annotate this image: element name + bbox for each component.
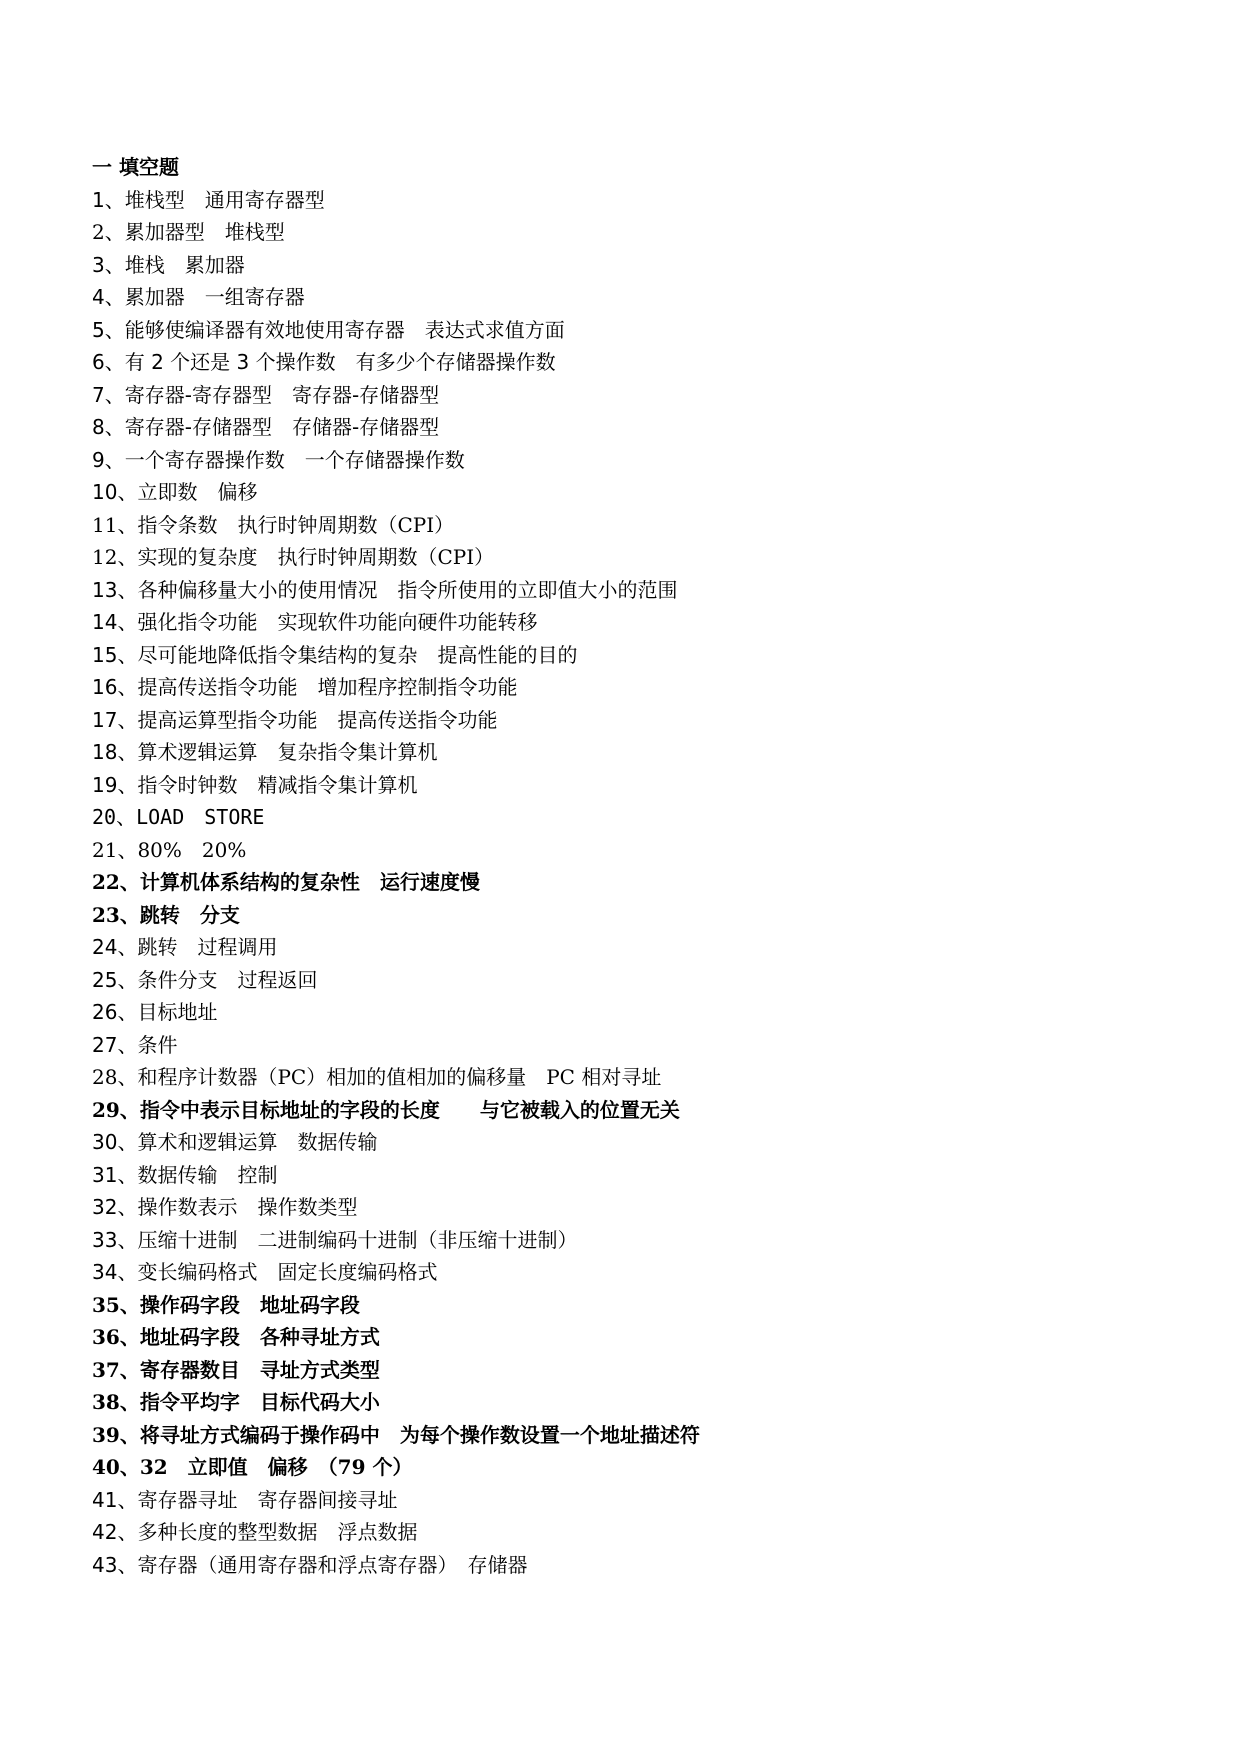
answer-line: 1、堆栈型 通用寄存器型	[92, 187, 325, 212]
answer-line: 41、寄存器寻址 寄存器间接寻址	[92, 1487, 398, 1512]
answer-line: 34、变长编码格式 固定长度编码格式	[92, 1260, 438, 1284]
section-title: 一 填空题	[92, 155, 179, 179]
answer-line: 38、指令平均字 目标代码大小	[92, 1390, 380, 1414]
answer-line: 25、条件分支 过程返回	[92, 967, 318, 992]
answer-line: 20、LOAD STORE	[92, 805, 265, 829]
answer-line: 31、数据传输 控制	[92, 1162, 278, 1187]
answer-line: 37、寄存器数目 寻址方式类型	[92, 1357, 380, 1382]
answer-line: 18、算术逻辑运算 复杂指令集计算机	[92, 740, 438, 764]
answer-line: 24、跳转 过程调用	[92, 935, 278, 959]
answer-line: 7、寄存器-寄存器型 寄存器-存储器型	[92, 382, 440, 407]
answer-line: 19、指令时钟数 精减指令集计算机	[92, 772, 418, 797]
answer-line: 15、尽可能地降低指令集结构的复杂 提高性能的目的	[92, 642, 578, 667]
answer-line: 35、操作码字段 地址码字段	[92, 1292, 360, 1317]
answer-line: 40、32 立即值 偏移 （79 个）	[92, 1455, 413, 1479]
answer-line: 32、操作数表示 操作数类型	[92, 1195, 358, 1219]
answer-line: 36、地址码字段 各种寻址方式	[92, 1325, 380, 1349]
answer-line: 11、指令条数 执行时钟周期数（CPI）	[92, 512, 455, 537]
answer-line: 29、指令中表示目标地址的字段的长度 与它被载入的位置无关	[92, 1097, 680, 1122]
answer-line: 3、堆栈 累加器	[92, 252, 245, 277]
answer-line: 22、计算机体系结构的复杂性 运行速度慢	[92, 870, 480, 894]
answer-line: 30、算术和逻辑运算 数据传输	[92, 1130, 378, 1154]
answer-line: 4、累加器 一组寄存器	[92, 285, 305, 309]
answer-list	[92, 184, 1152, 1582]
answer-line: 28、和程序计数器（PC）相加的值相加的偏移量 PC 相对寻址	[92, 1065, 662, 1089]
answer-line: 33、压缩十进制 二进制编码十进制（非压缩十进制）	[92, 1227, 578, 1252]
answer-line: 21、80% 20%	[92, 837, 247, 862]
answer-line: 13、各种偏移量大小的使用情况 指令所使用的立即值大小的范围	[92, 577, 678, 602]
answer-line: 27、条件	[92, 1032, 178, 1057]
answer-line: 6、有 2 个还是 3 个操作数 有多少个存储器操作数	[92, 350, 556, 374]
answer-line: 14、强化指令功能 实现软件功能向硬件功能转移	[92, 610, 538, 634]
answer-line: 12、实现的复杂度 执行时钟周期数（CPI）	[92, 545, 495, 569]
answer-line: 43、寄存器（通用寄存器和浮点寄存器） 存储器	[92, 1552, 528, 1577]
answer-line: 2、累加器型 堆栈型	[92, 220, 285, 244]
answer-line: 17、提高运算型指令功能 提高传送指令功能	[92, 707, 498, 732]
answer-line: 8、寄存器-存储器型 存储器-存储器型	[92, 415, 440, 439]
answer-line: 9、一个寄存器操作数 一个存储器操作数	[92, 447, 465, 472]
answer-line: 42、多种长度的整型数据 浮点数据	[92, 1520, 418, 1544]
answer-line: 10、立即数 偏移	[92, 480, 258, 504]
answer-line: 26、目标地址	[92, 1000, 218, 1024]
answer-line: 23、跳转 分支	[92, 902, 240, 927]
answer-line: 39、将寻址方式编码于操作码中 为每个操作数设置一个地址描述符	[92, 1422, 700, 1447]
answer-line: 16、提高传送指令功能 增加程序控制指令功能	[92, 675, 518, 699]
answer-line: 5、能够使编译器有效地使用寄存器 表达式求值方面	[92, 317, 565, 342]
